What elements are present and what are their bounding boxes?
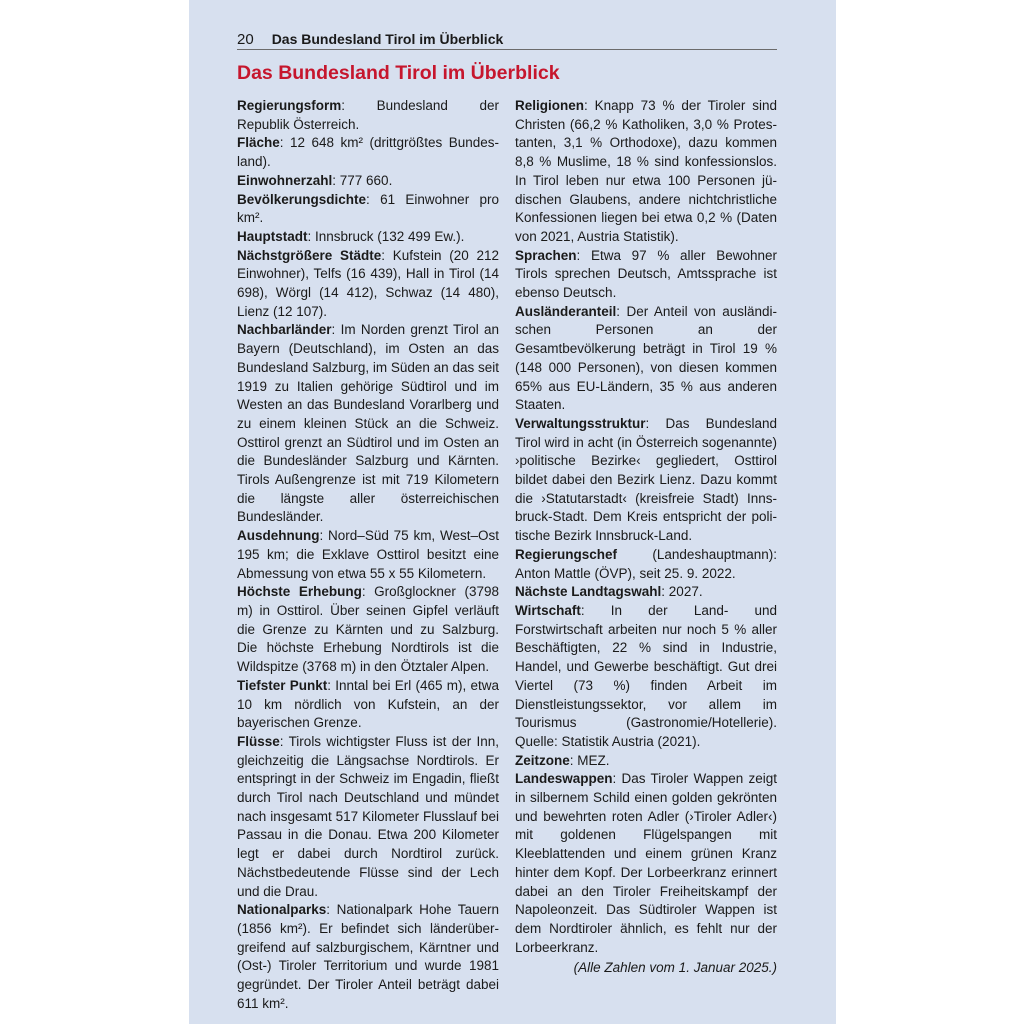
fact-entry <box>237 228 499 247</box>
fact-entry <box>237 247 499 322</box>
fact-label: Nachbarländer <box>237 322 332 338</box>
fact-label: Ausländeranteil <box>515 303 617 319</box>
fact-entry <box>237 677 499 733</box>
fact-entry <box>237 583 499 677</box>
fact-text: : Knapp 73 % der Tiroler sind Christen (66,2 % Katholiken, 3,0 % Protestanten, 3,1 % Orthodoxe), dazu kommen 8,8 % Muslime, 18 % sind konfessionslos. In Tirol leben nur etwa 100 Personen jüdischen Glaubens, andere nichtchristliche Konfessionen liegen bei etwa 0,2 % (Daten von 2021, Austria Statistik). <box>515 98 777 244</box>
fact-label: Nächstgrößere Städte <box>237 247 382 263</box>
fact-text: : Das Bundesland Tirol wird in acht (in Österreich sogenannte) ›politische Bezirke‹ gegliedert, Osttirol bildet dabei den Bezirk Lienz. Dazu kommt die ›Statutarstadt‹ (kreisfreie Stadt) Innsbruck-Stadt. Dem Kreis entspricht der politische Bezirk Innsbruck-Land. <box>515 415 777 544</box>
fact-text: : Kufstein (20 212 Einwohner), Telfs (16 439), Hall in Tirol (14 698), Wörgl (14 412), Schwaz (14 480), Lienz (12 107). <box>237 247 499 319</box>
fact-text: : Bundesland der Republik Österreich. <box>237 98 499 132</box>
fact-label: Tiefster Punkt <box>237 677 328 693</box>
fact-text: : 12 648 km² (drittgrößtes Bundesland). <box>237 135 499 170</box>
fact-label: Nächste Landtagswahl <box>515 584 662 600</box>
fact-label: Hauptstadt <box>237 228 308 244</box>
fact-entry <box>515 303 777 415</box>
fact-text: : Im Norden grenzt Tirol an Bayern (Deutschland), im Osten an das Bundesland Salzburg, im Süden an das seit 1919 zu Italien gehörige Südtirol und im Westen an das Bundesland Vorarlberg und zu einem kleinen Stück an die Schweiz. Osttirol grenzt an Südtirol und im Osten an die Bundesländer Salzburg und Kärnten. Tirols Außengrenze ist mit 719 Kilometern die längste aller österreichischen Bundesländer. <box>237 322 499 525</box>
fact-label: Landeswappen <box>515 771 613 787</box>
fact-entry <box>237 97 499 134</box>
fact-label: Sprachen <box>515 247 577 263</box>
footnote: (Alle Zahlen vom 1. Januar 2025.) <box>573 960 777 975</box>
fact-entry <box>515 770 777 957</box>
fact-text: : Nationalpark Hohe Tauern (1856 km²). Er befindet sich länderübergreifend auf salzburgischem, Kärntner und (Ost-) Tiroler Territorium und wurde 1981 gegründet. Der Tiroler Anteil beträgt dabei 611 km². <box>237 902 499 1011</box>
fact-text: : Inntal bei Erl (465 m), etwa 10 km nördlich von Kufstein, an der bayerischen Grenze. <box>237 677 499 731</box>
fact-label: Verwaltungsstruktur <box>515 415 646 431</box>
fact-label: Wirtschaft <box>515 602 581 618</box>
fact-entry <box>237 191 499 228</box>
fact-text: : Etwa 97 % aller Bewohner Tirols sprechen Deutsch, Amtssprache ist ebenso Deutsch. <box>515 247 777 301</box>
fact-text: : 777 660. <box>332 172 393 188</box>
fact-label: Einwohnerzahl <box>237 172 333 188</box>
fact-entry <box>237 172 499 191</box>
fact-entry <box>237 901 499 1013</box>
left-column <box>237 97 499 1013</box>
fact-entry <box>237 527 499 583</box>
fact-text: : 61 Einwohner pro km². <box>237 191 499 226</box>
fact-label: Zeitzone <box>515 752 570 768</box>
fact-entry <box>515 97 777 247</box>
fact-text: : Der Anteil von ausländischen Personen an der Gesamtbevölkerung beträgt in Tirol 19 % (148 000 Personen), von diesen kommen 65% aus EU-Ländern, 35 % aus anderen Staaten. <box>515 303 777 413</box>
fact-text: : 2027. <box>661 584 703 600</box>
fact-entry <box>515 546 777 583</box>
fact-label: Regierungschef <box>515 546 618 562</box>
fact-entry <box>515 752 777 771</box>
page-number: 20 <box>237 31 254 48</box>
fact-entry <box>515 602 777 752</box>
fact-entry <box>237 321 499 527</box>
fact-text: : Tirols wichtigster Fluss ist der Inn, gleichzeitig die Längsachse Nordtirols. Er entspringt in der Schweiz im Engadin, fließt durch Tirol nach Deutschland und mündet nach insgesamt 517 Kilometer Flusslauf bei Passau in die Donau. Etwa 200 Kilometer legt er dabei durch Nordtirol zurück. Nächstbedeutende Flüsse sind der Lech und die Drau. <box>237 733 499 899</box>
fact-text: (Landeshauptmann): Anton Mattle (ÖVP), seit 25. 9. 2022. <box>515 546 777 581</box>
fact-entry <box>237 134 499 171</box>
fact-label: Höchste Erhebung <box>237 584 362 600</box>
fact-label: Ausdehnung <box>237 528 320 544</box>
fact-text: : In der Land- und Forstwirtschaft arbeiten nur noch 5 % aller Beschäftigten, 22 % sind in Industrie, Handel, und Gewerbe beschäftigt. Gut drei Viertel (73 %) finden Arbeit im Dienstleistungssektor, vor allem im Tourismus (Gastronomie/Hotellerie). Quelle: Statistik Austria (2021). <box>515 602 777 749</box>
fact-label: Bevölkerungsdichte <box>237 191 367 207</box>
page-title: Das Bundesland Tirol im Überblick <box>237 62 560 84</box>
fact-entry <box>515 415 777 546</box>
right-column <box>515 97 777 957</box>
fact-label: Flüsse <box>237 733 280 749</box>
fact-text: : Das Tiroler Wappen zeigt in silbernem Schild einen golden gekrönten und bewehrten roten Adler (›Tiroler Adler‹) mit goldenen Flügelspangen mit Kleeblattenden und einem grünen Kranz hinter dem Kopf. Der Lorbeerkranz erinnert dabei an den Tiroler Freiheitskampf der Napoleonzeit. Das Südtiroler Wappen ist dem Nordtiroler ähnlich, es fehlt nur der Lorbeerkranz. <box>515 771 777 955</box>
fact-label: Regierungsform <box>237 98 342 113</box>
running-title: Das Bundesland Tirol im Überblick <box>271 31 504 47</box>
fact-text: : MEZ. <box>569 752 610 768</box>
fact-label: Fläche <box>237 135 280 151</box>
fact-entry <box>515 583 777 602</box>
fact-text: : Großglockner (3798 m) in Osttirol. Über seinen Gipfel verläuft die Grenze zu Kärnten und zu Salzburg. Die höchste Erhebung Nordtirols ist die Wildspitze (3768 m) in den Ötztaler Alpen. <box>237 584 500 675</box>
fact-text: : Innsbruck (132 499 Ew.). <box>307 228 465 244</box>
running-header <box>237 30 777 50</box>
fact-text: : Nord–Süd 75 km, West–Ost 195 km; die Exklave Osttirol besitzt eine Abmessung von etwa 55 x 55 Kilometern. <box>237 528 499 581</box>
fact-entry <box>515 247 777 303</box>
book-page <box>189 0 836 1024</box>
fact-label: Nationalparks <box>237 902 327 918</box>
fact-label: Religionen <box>515 98 585 113</box>
fact-entry <box>237 733 499 901</box>
